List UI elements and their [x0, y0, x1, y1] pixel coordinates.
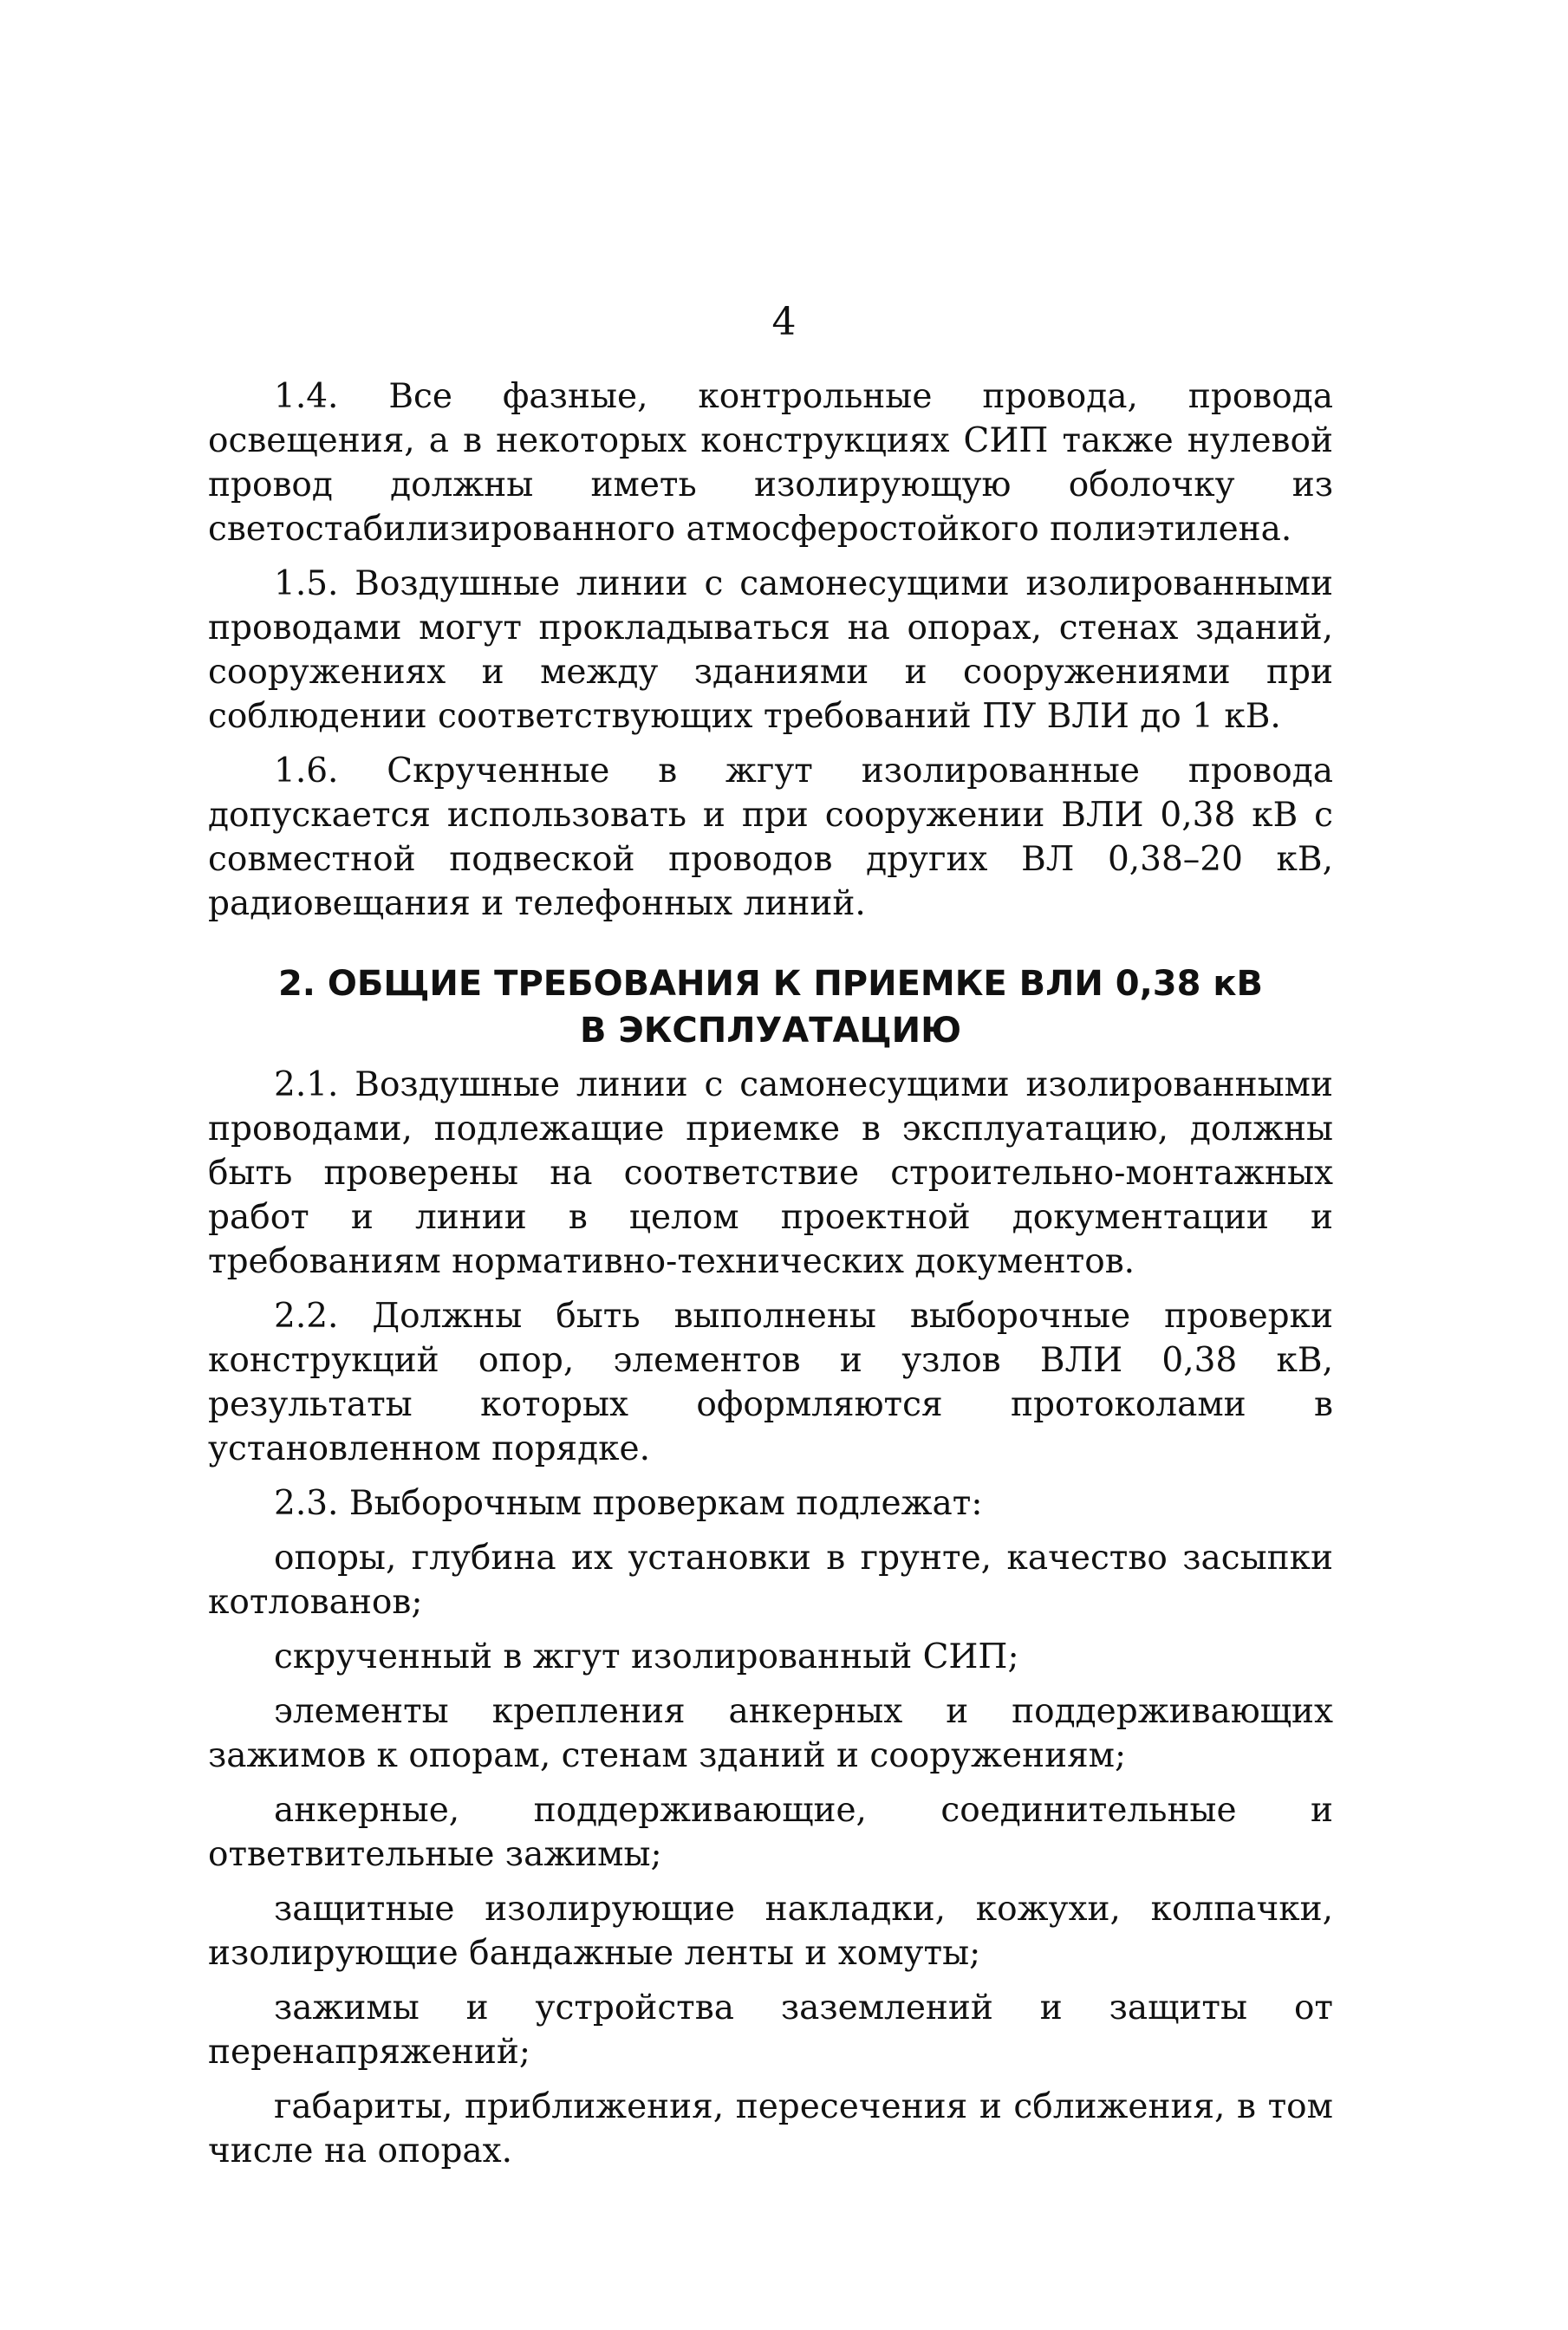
list-item-clamps: анкерные, поддерживающие, соединительные и ответвительные зажимы; — [208, 1791, 1333, 1874]
section-2-heading — [208, 960, 1333, 1054]
section-2-body — [208, 1063, 1333, 2184]
page-number: 4 — [771, 300, 797, 344]
list-item-sip-cable: скрученный в жгут изолированный СИП; — [274, 1637, 1019, 1676]
list-item-clearances: габариты, приближения, пересечения и сближения, в том числе на опорах. — [208, 2087, 1333, 2171]
list-item-protective-covers: защитные изолирующие накладки, кожухи, колпачки, изолирующие бандажные ленты и хомуты; — [208, 1890, 1333, 1973]
section-2-heading-line-1: 2. ОБЩИЕ ТРЕБОВАНИЯ К ПРИЕМКЕ ВЛИ 0,38 кВ — [277, 964, 1264, 1004]
paragraph-1-5: 1.5. Воздушные линии с самонесущими изолированными проводами могут прокладываться на опорах, стенах зданий, сооружениях и между зданиями и сооружениями при соблюдении соответствующих требований ПУ ВЛИ до 1 кВ. — [208, 564, 1333, 736]
paragraph-2-1: 2.1. Воздушные линии с самонесущими изолированными проводами, подлежащие приемке в эксплуатацию, должны быть проверены на соответствие строительно-монтажных работ и линии в целом проектной документации и требованиям нормативно-технических документов. — [208, 1065, 1333, 1281]
paragraph-2-3: 2.3. Выборочным проверкам подлежат: — [274, 1484, 983, 1523]
section-2-heading-line-2: В ЭКСПЛУАТАЦИЮ — [579, 1011, 962, 1051]
list-item-supports: опоры, глубина их установки в грунте, качество засыпки котлованов; — [208, 1539, 1333, 1622]
list-item-fastening-elements: элементы крепления анкерных и поддерживающих зажимов к опорам, стенам зданий и сооружениям; — [208, 1692, 1333, 1775]
paragraph-1-6: 1.6. Скрученные в жгут изолированные провода допускается использовать и при сооружении ВЛИ 0,38 кВ с совместной подвеской проводов других ВЛ 0,38–20 кВ, радиовещания и телефонных линий. — [208, 752, 1333, 923]
intro-section — [208, 374, 1333, 936]
list-item-grounding: зажимы и устройства заземлений и защиты от перенапряжений; — [208, 1988, 1333, 2072]
paragraph-2-2: 2.2. Должны быть выполнены выборочные проверки конструкций опор, элементов и узлов ВЛИ 0,38 кВ, результаты которых оформляются протоколами в установленном порядке. — [208, 1297, 1333, 1468]
paragraph-1-4: 1.4. Все фазные, контрольные провода, провода освещения, а в некоторых конструкциях СИП также нулевой провод должны иметь изолирующую оболочку из светостабилизированного атмосферостойкого полиэтилена. — [208, 377, 1333, 549]
